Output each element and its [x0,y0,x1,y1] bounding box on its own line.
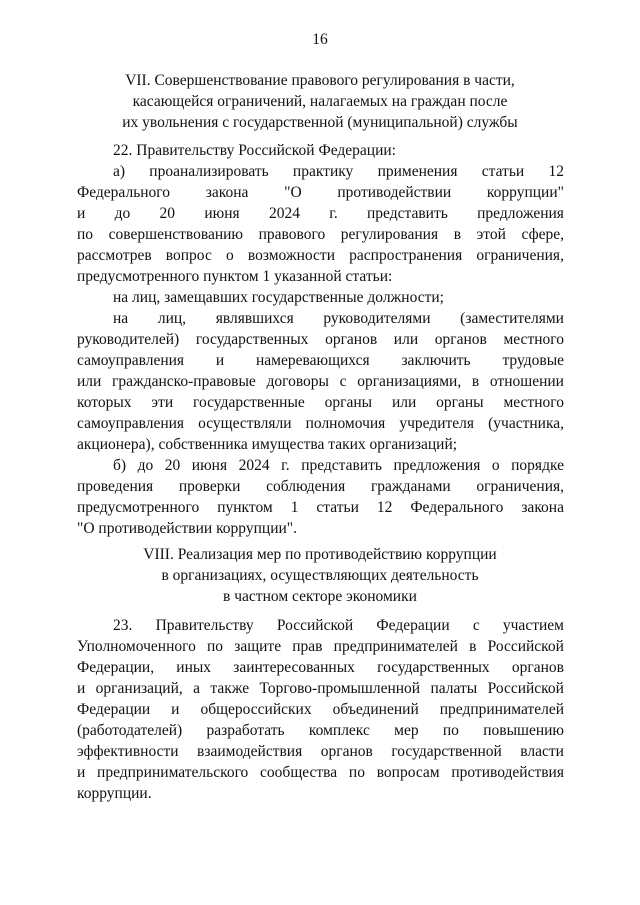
word: (заместителями [460,310,564,327]
word: самоуправления [77,415,185,432]
word: Правительству [155,617,254,634]
word: о [491,457,500,474]
word: гражданско-правовые [112,373,256,390]
word: сфере, [521,226,564,243]
word: предусмотренного [77,499,200,516]
word: г. [281,457,290,474]
text-line [77,762,564,783]
text-line [77,678,564,699]
word: по [442,722,459,739]
text-line [77,413,564,434]
word: а [193,680,201,697]
word: Уполномоченного [77,638,196,655]
word: органов [434,331,487,348]
word: сообщества [260,764,338,781]
word: 12 [376,499,393,516]
word: Федерального [410,499,504,516]
text-line [77,720,564,741]
word: июня [204,205,240,222]
word: регулирования [340,226,439,243]
word: закона [521,499,564,516]
text-line: коррупции. [77,785,152,802]
section-7-heading [60,70,580,133]
word: пунктом [217,499,273,516]
word: 1 [290,499,299,516]
word: государственных [195,331,309,348]
text-line [77,161,564,182]
text-line: "О противодействии коррупции". [77,520,297,537]
word: до [114,205,131,222]
word: взаимодействия [197,743,303,760]
text-line [77,350,564,371]
word: практику [292,163,354,180]
word: проверки [178,478,241,495]
word: рассмотрев [77,247,152,264]
text-line: акционера), собственника имущества таких организаций; [77,436,458,453]
text-line [77,182,564,203]
word: намеревающихся [256,352,370,369]
word: 12 [548,163,564,180]
word: распространения [349,247,463,264]
word: противодействии [337,184,452,201]
word: осуществляли [198,415,292,432]
word: представить [301,457,382,474]
heading-line: касающейся ограничений, налагаемых на граждан после [132,93,508,110]
word: самоуправления [77,352,185,369]
heading-line: VII. Совершенствование правового регулирования в части, [125,72,515,89]
word: по [207,638,224,655]
page-number: 16 [312,31,328,48]
text-line [77,741,564,762]
word: органы [436,394,484,411]
word: организациями, [357,373,462,390]
word: которых [77,394,132,411]
word: б) [113,457,127,474]
word: эффективности [77,743,179,760]
word: палаты [430,680,478,697]
word: 20 [159,205,176,222]
word: применения [377,163,458,180]
word: отношении [489,373,564,390]
word: (работодателей) [77,722,183,739]
word: по [348,764,365,781]
word: возможности [247,247,335,264]
word: Торгово-промышленной [259,680,421,697]
word: повышению [483,722,564,739]
word: в [453,226,462,243]
word: статьи [481,163,525,180]
word: мер [394,722,419,739]
word: заинтересованных [233,659,355,676]
text-line [77,245,564,266]
word: Российской [487,638,564,655]
word: прав [292,638,323,655]
text-line [77,455,564,476]
text-line [77,699,564,720]
word: 20 [164,457,181,474]
word: г. [329,205,338,222]
word: 2024 [268,205,300,222]
text-line [77,224,564,245]
text-line [77,497,564,518]
word: "О [284,184,302,201]
word: руководителями [323,310,431,327]
word: 23. [113,617,133,634]
word: также [210,680,250,697]
word: местного [503,394,564,411]
text-line: предусмотренного пунктом 1 указанной статьи: [77,268,393,285]
section-8-heading [60,544,580,607]
word: лиц, [157,310,187,327]
word: организаций, [95,680,183,697]
paragraph-22-intro: 22. Правительству Российской Федерации: [113,142,396,159]
word: Российской [487,680,564,697]
word: руководителей) [77,331,180,348]
word: или [391,394,417,411]
word: или [77,373,102,390]
word: с [472,617,480,634]
word: вопросам [376,764,440,781]
word: Федерального [77,184,171,201]
word: 2024 [238,457,270,474]
word: объединений [332,701,419,718]
word: предложения [477,205,564,222]
word: участием [502,617,564,634]
section-7-body [77,140,564,539]
word: Российской [276,617,354,634]
text-line: на лиц, замещавших государственные должности; [113,289,444,306]
word: представить [367,205,448,222]
heading-line: VIII. Реализация мер по противодействию коррупции [143,546,497,563]
word: органов [325,331,378,348]
word: закона [205,184,249,201]
word: и [77,680,86,697]
text-line [77,203,564,224]
word: эти [151,394,174,411]
word: в [469,638,477,655]
word: иных [176,659,212,676]
word: (участника, [488,415,564,432]
word: государственных [377,659,490,676]
word: по [77,226,94,243]
word: статьи [316,499,359,516]
word: полномочия [305,415,386,432]
word: трудовые [502,352,564,369]
word: июня [191,457,228,474]
text-line [77,657,564,678]
word: и [77,205,86,222]
word: Федерации [77,701,151,718]
word: разработать [206,722,285,739]
text-line [77,392,564,413]
word: Федерации, [77,659,155,676]
word: государственные [193,394,305,411]
word: Федерации [376,617,450,634]
word: совершенствованию [108,226,244,243]
word: органы [324,394,373,411]
word: коррупции" [486,184,564,201]
word: комплекс [308,722,370,739]
word: проанализировать [149,163,269,180]
word: ограничения, [476,247,564,264]
word: ограничения, [476,478,564,495]
word: на [113,310,129,327]
heading-line: в частном секторе экономики [223,588,417,605]
text-line [77,329,564,350]
word: и [171,701,180,718]
word: защите [234,638,282,655]
word: являвшихся [215,310,294,327]
word: органов [511,659,564,676]
word: а) [113,163,126,180]
word: соблюдения [266,478,346,495]
text-line [77,636,564,657]
text-line [77,308,564,329]
text-line [77,615,564,636]
word: или [393,331,419,348]
word: предпринимателей [333,638,458,655]
word: правового [258,226,326,243]
word: учредителя [399,415,475,432]
word: местного [503,331,564,348]
section-8-body [77,615,564,804]
word: порядке [511,457,564,474]
word: и [215,352,225,369]
word: органов [320,743,373,760]
word: этой [476,226,506,243]
word: и [77,764,86,781]
word: в [471,373,480,390]
word: предложения [393,457,481,474]
word: государственной [391,743,502,760]
word: с [339,373,347,390]
word: гражданами [370,478,451,495]
word: общероссийских [200,701,312,718]
word: власти [520,743,564,760]
word: до [137,457,154,474]
heading-line: их увольнения с государственной (муниципальной) службы [122,114,518,131]
word: предпринимательского [97,764,249,781]
word: противодействия [451,764,564,781]
heading-line: в организациях, осуществляющих деятельность [161,567,479,584]
text-line [77,476,564,497]
word: предпринимателей [439,701,564,718]
word: заключить [401,352,471,369]
word: договоры [266,373,329,390]
word: вопрос [165,247,212,264]
word: проведения [77,478,154,495]
text-line [77,371,564,392]
word: о [225,247,234,264]
